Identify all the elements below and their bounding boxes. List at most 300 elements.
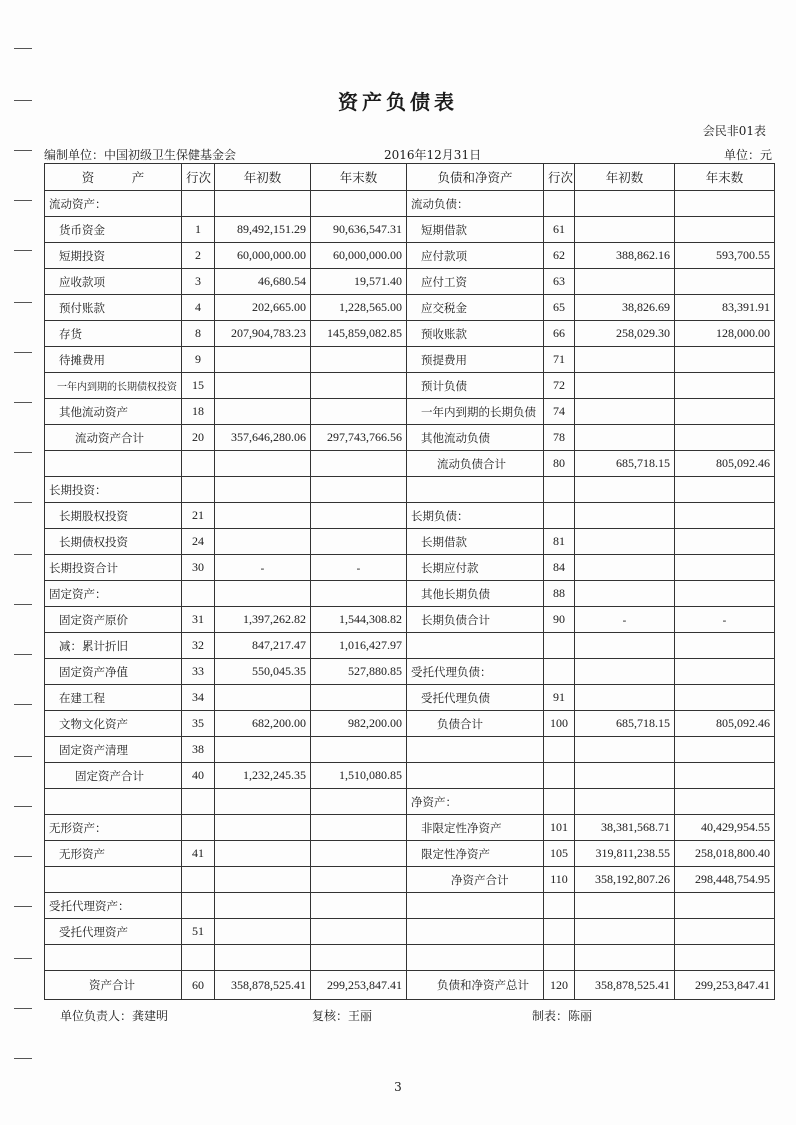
liability-line: 61 xyxy=(544,217,575,243)
asset-line xyxy=(182,191,215,217)
liability-line: 90 xyxy=(544,607,575,633)
liability-name: 负债合计 xyxy=(407,711,544,737)
asset-line: 41 xyxy=(182,841,215,867)
asset-name: 长期投资合计 xyxy=(45,555,182,581)
liability-line: 78 xyxy=(544,425,575,451)
liability-name: 长期借款 xyxy=(407,529,544,555)
report-meta xyxy=(44,146,772,164)
liability-name: 受托代理负债 xyxy=(407,685,544,711)
liability-end: 593,700.55 xyxy=(675,243,775,269)
liability-line xyxy=(544,477,575,503)
liability-name: 流动负债： xyxy=(407,191,544,217)
asset-end xyxy=(311,581,407,607)
liability-end xyxy=(675,529,775,555)
asset-name: 在建工程 xyxy=(45,685,182,711)
asset-name: 固定资产原价 xyxy=(45,607,182,633)
header-end: 年末数 xyxy=(675,164,775,191)
asset-begin: 60,000,000.00 xyxy=(215,243,311,269)
asset-line xyxy=(182,581,215,607)
liability-begin: - xyxy=(575,607,675,633)
liability-line: 74 xyxy=(544,399,575,425)
asset-line: 2 xyxy=(182,243,215,269)
asset-begin xyxy=(215,373,311,399)
asset-line: 60 xyxy=(182,971,215,1000)
asset-line: 40 xyxy=(182,763,215,789)
liability-line xyxy=(544,763,575,789)
asset-name: 固定资产合计 xyxy=(45,763,182,789)
liability-name: 长期负债： xyxy=(407,503,544,529)
currency-unit: 单位：元 xyxy=(723,148,772,162)
liability-begin xyxy=(575,425,675,451)
asset-name: 流动资产： xyxy=(45,191,182,217)
liability-line: 62 xyxy=(544,243,575,269)
liability-line: 120 xyxy=(544,971,575,1000)
asset-name: 文物文化资产 xyxy=(45,711,182,737)
asset-line xyxy=(182,451,215,477)
liability-end xyxy=(675,425,775,451)
asset-begin xyxy=(215,841,311,867)
asset-name: 一年内到期的长期债权投资 xyxy=(45,373,182,399)
asset-end xyxy=(311,867,407,893)
asset-name xyxy=(45,867,182,893)
asset-line: 30 xyxy=(182,555,215,581)
liability-begin xyxy=(575,789,675,815)
liability-name xyxy=(407,919,544,945)
binding-mark xyxy=(14,402,32,403)
asset-begin xyxy=(215,191,311,217)
asset-line: 51 xyxy=(182,919,215,945)
binding-mark xyxy=(14,502,32,503)
asset-name: 固定资产清理 xyxy=(45,737,182,763)
liability-name: 预计负债 xyxy=(407,373,544,399)
liability-name: 受托代理负债： xyxy=(407,659,544,685)
liability-name xyxy=(407,477,544,503)
liability-name: 限定性净资产 xyxy=(407,841,544,867)
asset-name: 短期投资 xyxy=(45,243,182,269)
liability-name: 长期应付款 xyxy=(407,555,544,581)
asset-line xyxy=(182,477,215,503)
liability-end xyxy=(675,581,775,607)
binding-mark xyxy=(14,554,32,555)
liability-begin xyxy=(575,503,675,529)
liability-end xyxy=(675,399,775,425)
asset-name: 长期投资： xyxy=(45,477,182,503)
liability-name: 净资产： xyxy=(407,789,544,815)
asset-line: 34 xyxy=(182,685,215,711)
binding-mark xyxy=(14,250,32,251)
asset-end: 1,228,565.00 xyxy=(311,295,407,321)
header-begin: 年初数 xyxy=(575,164,675,191)
liability-line xyxy=(544,503,575,529)
asset-end: 1,510,080.85 xyxy=(311,763,407,789)
binding-mark xyxy=(14,856,32,857)
asset-begin: 1,232,245.35 xyxy=(215,763,311,789)
asset-name: 受托代理资产： xyxy=(45,893,182,919)
liability-name: 应付工资 xyxy=(407,269,544,295)
asset-end: 60,000,000.00 xyxy=(311,243,407,269)
binding-mark xyxy=(14,200,32,201)
liability-name xyxy=(407,763,544,789)
asset-line: 8 xyxy=(182,321,215,347)
asset-end xyxy=(311,373,407,399)
asset-line: 4 xyxy=(182,295,215,321)
binding-mark xyxy=(14,958,32,959)
header-line: 行次 xyxy=(544,164,575,191)
binding-mark xyxy=(14,906,32,907)
table-row xyxy=(45,347,775,373)
liability-begin xyxy=(575,373,675,399)
table-row xyxy=(45,633,775,659)
asset-name: 受托代理资产 xyxy=(45,919,182,945)
liability-end xyxy=(675,191,775,217)
asset-end xyxy=(311,191,407,217)
binding-mark xyxy=(14,1008,32,1009)
liability-line: 71 xyxy=(544,347,575,373)
signature-row xyxy=(60,1007,760,1025)
asset-line: 18 xyxy=(182,399,215,425)
table-row xyxy=(45,373,775,399)
table-row xyxy=(45,321,775,347)
asset-begin: 550,045.35 xyxy=(215,659,311,685)
liability-name: 短期借款 xyxy=(407,217,544,243)
asset-name: 固定资产净值 xyxy=(45,659,182,685)
asset-name: 应收款项 xyxy=(45,269,182,295)
liability-line xyxy=(544,945,575,971)
asset-line xyxy=(182,867,215,893)
liability-end xyxy=(675,945,775,971)
table-row xyxy=(45,607,775,633)
liability-name: 流动负债合计 xyxy=(407,451,544,477)
asset-end xyxy=(311,841,407,867)
liability-end xyxy=(675,373,775,399)
binding-marks xyxy=(14,40,34,1100)
table-row xyxy=(45,217,775,243)
liability-end: 299,253,847.41 xyxy=(675,971,775,1000)
liability-name xyxy=(407,737,544,763)
liability-name xyxy=(407,633,544,659)
table-row xyxy=(45,737,775,763)
asset-name: 待摊费用 xyxy=(45,347,182,373)
liability-line xyxy=(544,659,575,685)
liability-end xyxy=(675,347,775,373)
asset-begin xyxy=(215,477,311,503)
liability-line xyxy=(544,919,575,945)
asset-name: 货币资金 xyxy=(45,217,182,243)
asset-line: 35 xyxy=(182,711,215,737)
liability-begin xyxy=(575,217,675,243)
asset-line xyxy=(182,789,215,815)
table-row xyxy=(45,295,775,321)
liability-line xyxy=(544,191,575,217)
liability-begin xyxy=(575,529,675,555)
liability-begin xyxy=(575,399,675,425)
form-code: 会民非01表 xyxy=(702,124,766,138)
asset-begin: 682,200.00 xyxy=(215,711,311,737)
liability-name: 负债和净资产总计 xyxy=(407,971,544,1000)
table-header-row xyxy=(45,164,775,191)
asset-name: 长期股权投资 xyxy=(45,503,182,529)
liability-begin xyxy=(575,555,675,581)
liability-begin xyxy=(575,191,675,217)
asset-end xyxy=(311,737,407,763)
liability-begin: 38,381,568.71 xyxy=(575,815,675,841)
table-row xyxy=(45,243,775,269)
liability-begin: 388,862.16 xyxy=(575,243,675,269)
asset-begin xyxy=(215,737,311,763)
table-row xyxy=(45,503,775,529)
table-row xyxy=(45,425,775,451)
table-row xyxy=(45,789,775,815)
liability-line: 81 xyxy=(544,529,575,555)
table-row xyxy=(45,477,775,503)
liability-begin: 319,811,238.55 xyxy=(575,841,675,867)
asset-end xyxy=(311,893,407,919)
table-row xyxy=(45,971,775,1000)
liability-begin xyxy=(575,945,675,971)
report-date: 2016年12月31日 xyxy=(384,148,482,162)
table-row xyxy=(45,581,775,607)
asset-end: 299,253,847.41 xyxy=(311,971,407,1000)
liability-end xyxy=(675,685,775,711)
liability-name: 其他流动负债 xyxy=(407,425,544,451)
asset-line: 32 xyxy=(182,633,215,659)
unit-name: 编制单位：中国初级卫生保健基金会 xyxy=(44,148,237,162)
liability-begin xyxy=(575,347,675,373)
liability-end xyxy=(675,919,775,945)
liability-begin: 38,826.69 xyxy=(575,295,675,321)
table-row xyxy=(45,451,775,477)
liability-begin xyxy=(575,737,675,763)
table-row xyxy=(45,815,775,841)
table-row xyxy=(45,711,775,737)
liability-line: 100 xyxy=(544,711,575,737)
asset-name: 固定资产： xyxy=(45,581,182,607)
liability-name xyxy=(407,945,544,971)
liability-end xyxy=(675,893,775,919)
asset-begin xyxy=(215,685,311,711)
liability-begin: 358,878,525.41 xyxy=(575,971,675,1000)
asset-begin: 847,217.47 xyxy=(215,633,311,659)
liability-line xyxy=(544,633,575,659)
asset-line xyxy=(182,893,215,919)
asset-begin xyxy=(215,399,311,425)
liability-begin xyxy=(575,893,675,919)
liability-line: 65 xyxy=(544,295,575,321)
table-row xyxy=(45,685,775,711)
liability-name: 预收账款 xyxy=(407,321,544,347)
liability-begin: 685,718.15 xyxy=(575,711,675,737)
asset-begin xyxy=(215,581,311,607)
header-begin: 年初数 xyxy=(215,164,311,191)
liability-line xyxy=(544,737,575,763)
asset-begin: 207,904,783.23 xyxy=(215,321,311,347)
table-row xyxy=(45,529,775,555)
liability-line: 110 xyxy=(544,867,575,893)
liability-begin xyxy=(575,269,675,295)
liability-name: 其他长期负债 xyxy=(407,581,544,607)
liability-name: 长期负债合计 xyxy=(407,607,544,633)
table-row xyxy=(45,555,775,581)
page-title: 资产负债表 xyxy=(338,90,458,114)
liability-end: 298,448,754.95 xyxy=(675,867,775,893)
table-row xyxy=(45,841,775,867)
asset-name: 资产合计 xyxy=(45,971,182,1000)
table-row xyxy=(45,945,775,971)
liability-line xyxy=(544,789,575,815)
liability-end: 805,092.46 xyxy=(675,451,775,477)
liability-name: 净资产合计 xyxy=(407,867,544,893)
liability-end: - xyxy=(675,607,775,633)
binding-mark xyxy=(14,704,32,705)
liability-end xyxy=(675,633,775,659)
asset-begin xyxy=(215,529,311,555)
binding-mark xyxy=(14,452,32,453)
asset-name: 存货 xyxy=(45,321,182,347)
unit-head-signature: 单位负责人：龚建明 xyxy=(60,1009,169,1023)
liability-end xyxy=(675,269,775,295)
table-row xyxy=(45,659,775,685)
liability-name: 非限定性净资产 xyxy=(407,815,544,841)
asset-begin xyxy=(215,503,311,529)
asset-begin: 46,680.54 xyxy=(215,269,311,295)
table-row xyxy=(45,763,775,789)
table-row xyxy=(45,867,775,893)
liability-line: 63 xyxy=(544,269,575,295)
liability-end: 258,018,800.40 xyxy=(675,841,775,867)
asset-end: - xyxy=(311,555,407,581)
asset-end: 1,544,308.82 xyxy=(311,607,407,633)
liability-begin: 258,029.30 xyxy=(575,321,675,347)
binding-mark xyxy=(14,604,32,605)
binding-mark xyxy=(14,806,32,807)
asset-line xyxy=(182,815,215,841)
liability-line: 105 xyxy=(544,841,575,867)
liability-end xyxy=(675,477,775,503)
binding-mark xyxy=(14,756,32,757)
liability-end xyxy=(675,555,775,581)
liability-begin xyxy=(575,581,675,607)
asset-end: 297,743,766.56 xyxy=(311,425,407,451)
asset-begin xyxy=(215,347,311,373)
asset-begin: 89,492,151.29 xyxy=(215,217,311,243)
binding-mark xyxy=(14,150,32,151)
asset-begin: 357,646,280.06 xyxy=(215,425,311,451)
asset-begin: 202,665.00 xyxy=(215,295,311,321)
liability-line xyxy=(544,893,575,919)
asset-line xyxy=(182,945,215,971)
asset-end: 19,571.40 xyxy=(311,269,407,295)
asset-end xyxy=(311,789,407,815)
asset-end xyxy=(311,815,407,841)
asset-end xyxy=(311,399,407,425)
asset-line: 24 xyxy=(182,529,215,555)
liability-name: 预提费用 xyxy=(407,347,544,373)
liability-end xyxy=(675,789,775,815)
binding-mark xyxy=(14,352,32,353)
asset-name: 无形资产 xyxy=(45,841,182,867)
liability-name: 一年内到期的长期负债 xyxy=(407,399,544,425)
asset-begin: 1,397,262.82 xyxy=(215,607,311,633)
table-row xyxy=(45,893,775,919)
binding-mark xyxy=(14,48,32,49)
liability-begin xyxy=(575,633,675,659)
asset-end: 90,636,547.31 xyxy=(311,217,407,243)
asset-begin xyxy=(215,919,311,945)
asset-end: 527,880.85 xyxy=(311,659,407,685)
asset-line: 31 xyxy=(182,607,215,633)
asset-line: 33 xyxy=(182,659,215,685)
liability-end: 805,092.46 xyxy=(675,711,775,737)
liability-end xyxy=(675,737,775,763)
asset-begin: 358,878,525.41 xyxy=(215,971,311,1000)
liability-name: 应交税金 xyxy=(407,295,544,321)
liability-end: 40,429,954.55 xyxy=(675,815,775,841)
asset-line: 3 xyxy=(182,269,215,295)
liability-line: 72 xyxy=(544,373,575,399)
asset-name: 预付账款 xyxy=(45,295,182,321)
liability-line: 66 xyxy=(544,321,575,347)
asset-end xyxy=(311,503,407,529)
header-liability: 负债和净资产 xyxy=(407,164,544,191)
liability-line: 101 xyxy=(544,815,575,841)
asset-name xyxy=(45,451,182,477)
binding-mark xyxy=(14,654,32,655)
asset-begin xyxy=(215,867,311,893)
liability-end: 128,000.00 xyxy=(675,321,775,347)
liability-end xyxy=(675,659,775,685)
liability-begin xyxy=(575,763,675,789)
liability-end xyxy=(675,217,775,243)
asset-end: 1,016,427.97 xyxy=(311,633,407,659)
asset-name: 减：累计折旧 xyxy=(45,633,182,659)
balance-sheet-table xyxy=(44,163,775,1000)
liability-end: 83,391.91 xyxy=(675,295,775,321)
asset-name: 无形资产： xyxy=(45,815,182,841)
asset-begin xyxy=(215,451,311,477)
asset-begin: - xyxy=(215,555,311,581)
asset-begin xyxy=(215,893,311,919)
asset-end xyxy=(311,685,407,711)
liability-begin xyxy=(575,919,675,945)
preparer-signature: 制表：陈丽 xyxy=(532,1009,593,1023)
asset-end: 145,859,082.85 xyxy=(311,321,407,347)
asset-line: 20 xyxy=(182,425,215,451)
asset-name xyxy=(45,945,182,971)
liability-end xyxy=(675,503,775,529)
asset-line: 1 xyxy=(182,217,215,243)
page-number: 3 xyxy=(394,1080,402,1094)
asset-end xyxy=(311,945,407,971)
liability-name: 应付款项 xyxy=(407,243,544,269)
header-asset: 资 产 xyxy=(45,164,182,191)
asset-line: 9 xyxy=(182,347,215,373)
asset-name: 长期债权投资 xyxy=(45,529,182,555)
header-end: 年末数 xyxy=(311,164,407,191)
asset-end xyxy=(311,477,407,503)
table-row xyxy=(45,919,775,945)
asset-line: 15 xyxy=(182,373,215,399)
liability-line: 80 xyxy=(544,451,575,477)
liability-line: 91 xyxy=(544,685,575,711)
asset-line: 38 xyxy=(182,737,215,763)
asset-end xyxy=(311,451,407,477)
liability-begin: 685,718.15 xyxy=(575,451,675,477)
asset-begin xyxy=(215,789,311,815)
asset-line: 21 xyxy=(182,503,215,529)
table-row xyxy=(45,399,775,425)
asset-begin xyxy=(215,815,311,841)
liability-begin xyxy=(575,659,675,685)
